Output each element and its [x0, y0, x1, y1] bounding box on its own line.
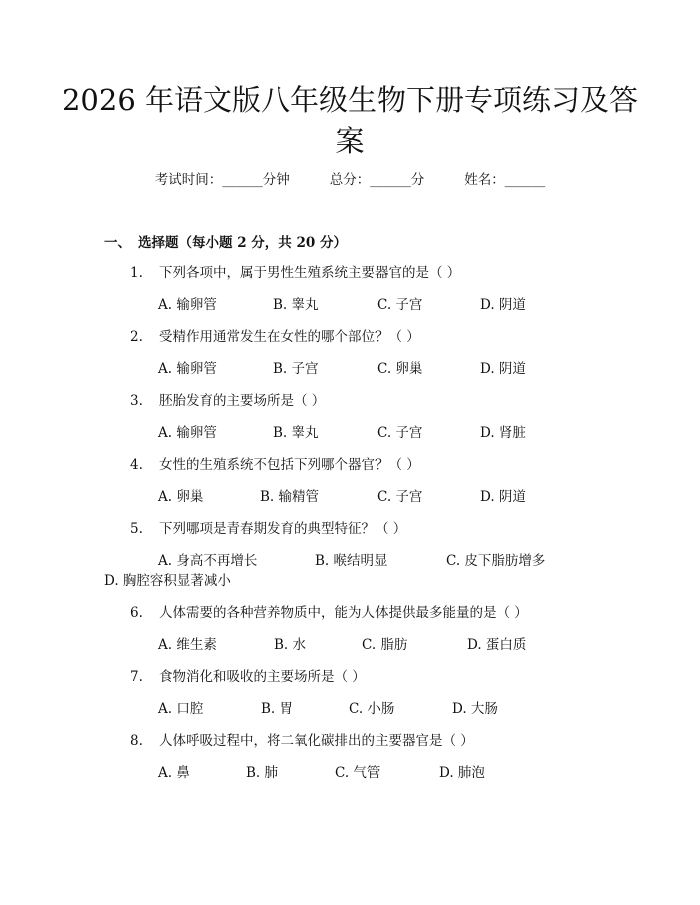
option-a: A. 维生素	[158, 637, 217, 653]
exam-time: 考试时间：______分钟	[154, 172, 290, 188]
section-label: 选择题（每小题 2 分，共 20 分）	[138, 235, 347, 251]
question-8	[130, 729, 474, 749]
section-heading	[104, 231, 347, 251]
question-text: 食物消化和吸收的主要场所是（ ）	[159, 669, 366, 685]
option-b: B. 睾丸	[273, 297, 319, 313]
question-text: 下列哪项是青春期发育的典型特征？（ ）	[159, 521, 407, 537]
option-c: C. 脂肪	[362, 637, 408, 653]
option-b: B. 喉结明显	[315, 553, 388, 569]
question-text: 下列各项中，属于男性生殖系统主要器官的是（ ）	[159, 265, 461, 281]
option-d: D. 胸腔容积显著减小	[104, 573, 231, 589]
title-line-2: 案	[335, 124, 365, 158]
student-name: 姓名：______	[464, 172, 546, 188]
option-a: A. 口腔	[158, 701, 204, 717]
option-b: B. 睾丸	[273, 425, 319, 441]
question-number: 1.	[130, 265, 143, 281]
question-text: 胚胎发育的主要场所是（ ）	[159, 393, 326, 409]
option-a: A. 身高不再增长	[158, 553, 258, 569]
option-c: C. 子宫	[377, 425, 423, 441]
option-b: B. 胃	[261, 701, 294, 717]
option-c: C. 卵巢	[377, 361, 423, 377]
question-5-option-d-wrapped	[104, 569, 231, 589]
exam-info-row	[0, 168, 700, 188]
document-title	[60, 80, 640, 162]
option-b: B. 子宫	[273, 361, 319, 377]
option-d: D. 肾脏	[480, 425, 526, 441]
option-d: D. 肺泡	[439, 765, 485, 781]
question-number: 6.	[130, 605, 143, 621]
question-5	[130, 517, 406, 537]
option-b: B. 水	[274, 637, 307, 653]
question-number: 7.	[130, 669, 143, 685]
option-c: C. 小肠	[349, 701, 395, 717]
option-a: A. 输卵管	[158, 425, 217, 441]
question-text: 人体呼吸过程中，将二氧化碳排出的主要器官是（ ）	[159, 733, 474, 749]
question-text: 受精作用通常发生在女性的哪个部位？（ ）	[159, 329, 420, 345]
option-a: A. 卵巢	[158, 489, 204, 505]
question-4	[130, 453, 420, 473]
section-number: 一、	[104, 235, 131, 251]
option-d: D. 阴道	[480, 297, 526, 313]
question-3	[130, 389, 325, 409]
option-b: B. 肺	[246, 765, 279, 781]
question-text: 女性的生殖系统不包括下列哪个器官？（ ）	[159, 457, 420, 473]
option-c: C. 气管	[335, 765, 381, 781]
question-number: 3.	[130, 393, 143, 409]
option-d: D. 大肠	[452, 701, 498, 717]
total-score: 总分：______分	[329, 172, 425, 188]
option-a: A. 输卵管	[158, 361, 217, 377]
option-b: B. 输精管	[260, 489, 320, 505]
option-a: A. 输卵管	[158, 297, 217, 313]
question-1	[130, 261, 460, 281]
question-2	[130, 325, 420, 345]
option-c: C. 子宫	[377, 297, 423, 313]
question-number: 2.	[130, 329, 143, 345]
question-7	[130, 665, 366, 685]
option-d: D. 阴道	[480, 489, 526, 505]
question-number: 4.	[130, 457, 143, 473]
option-d: D. 蛋白质	[467, 637, 527, 653]
option-d: D. 阴道	[480, 361, 526, 377]
option-c: C. 子宫	[377, 489, 423, 505]
question-number: 5.	[130, 521, 143, 537]
question-number: 8.	[130, 733, 143, 749]
title-line-1: 2026 年语文版八年级生物下册专项练习及答	[61, 83, 639, 117]
option-c: C. 皮下脂肪增多	[446, 553, 546, 569]
question-6	[130, 601, 528, 621]
question-text: 人体需要的各种营养物质中，能为人体提供最多能量的是（ ）	[159, 605, 528, 621]
option-a: A. 鼻	[158, 765, 190, 781]
